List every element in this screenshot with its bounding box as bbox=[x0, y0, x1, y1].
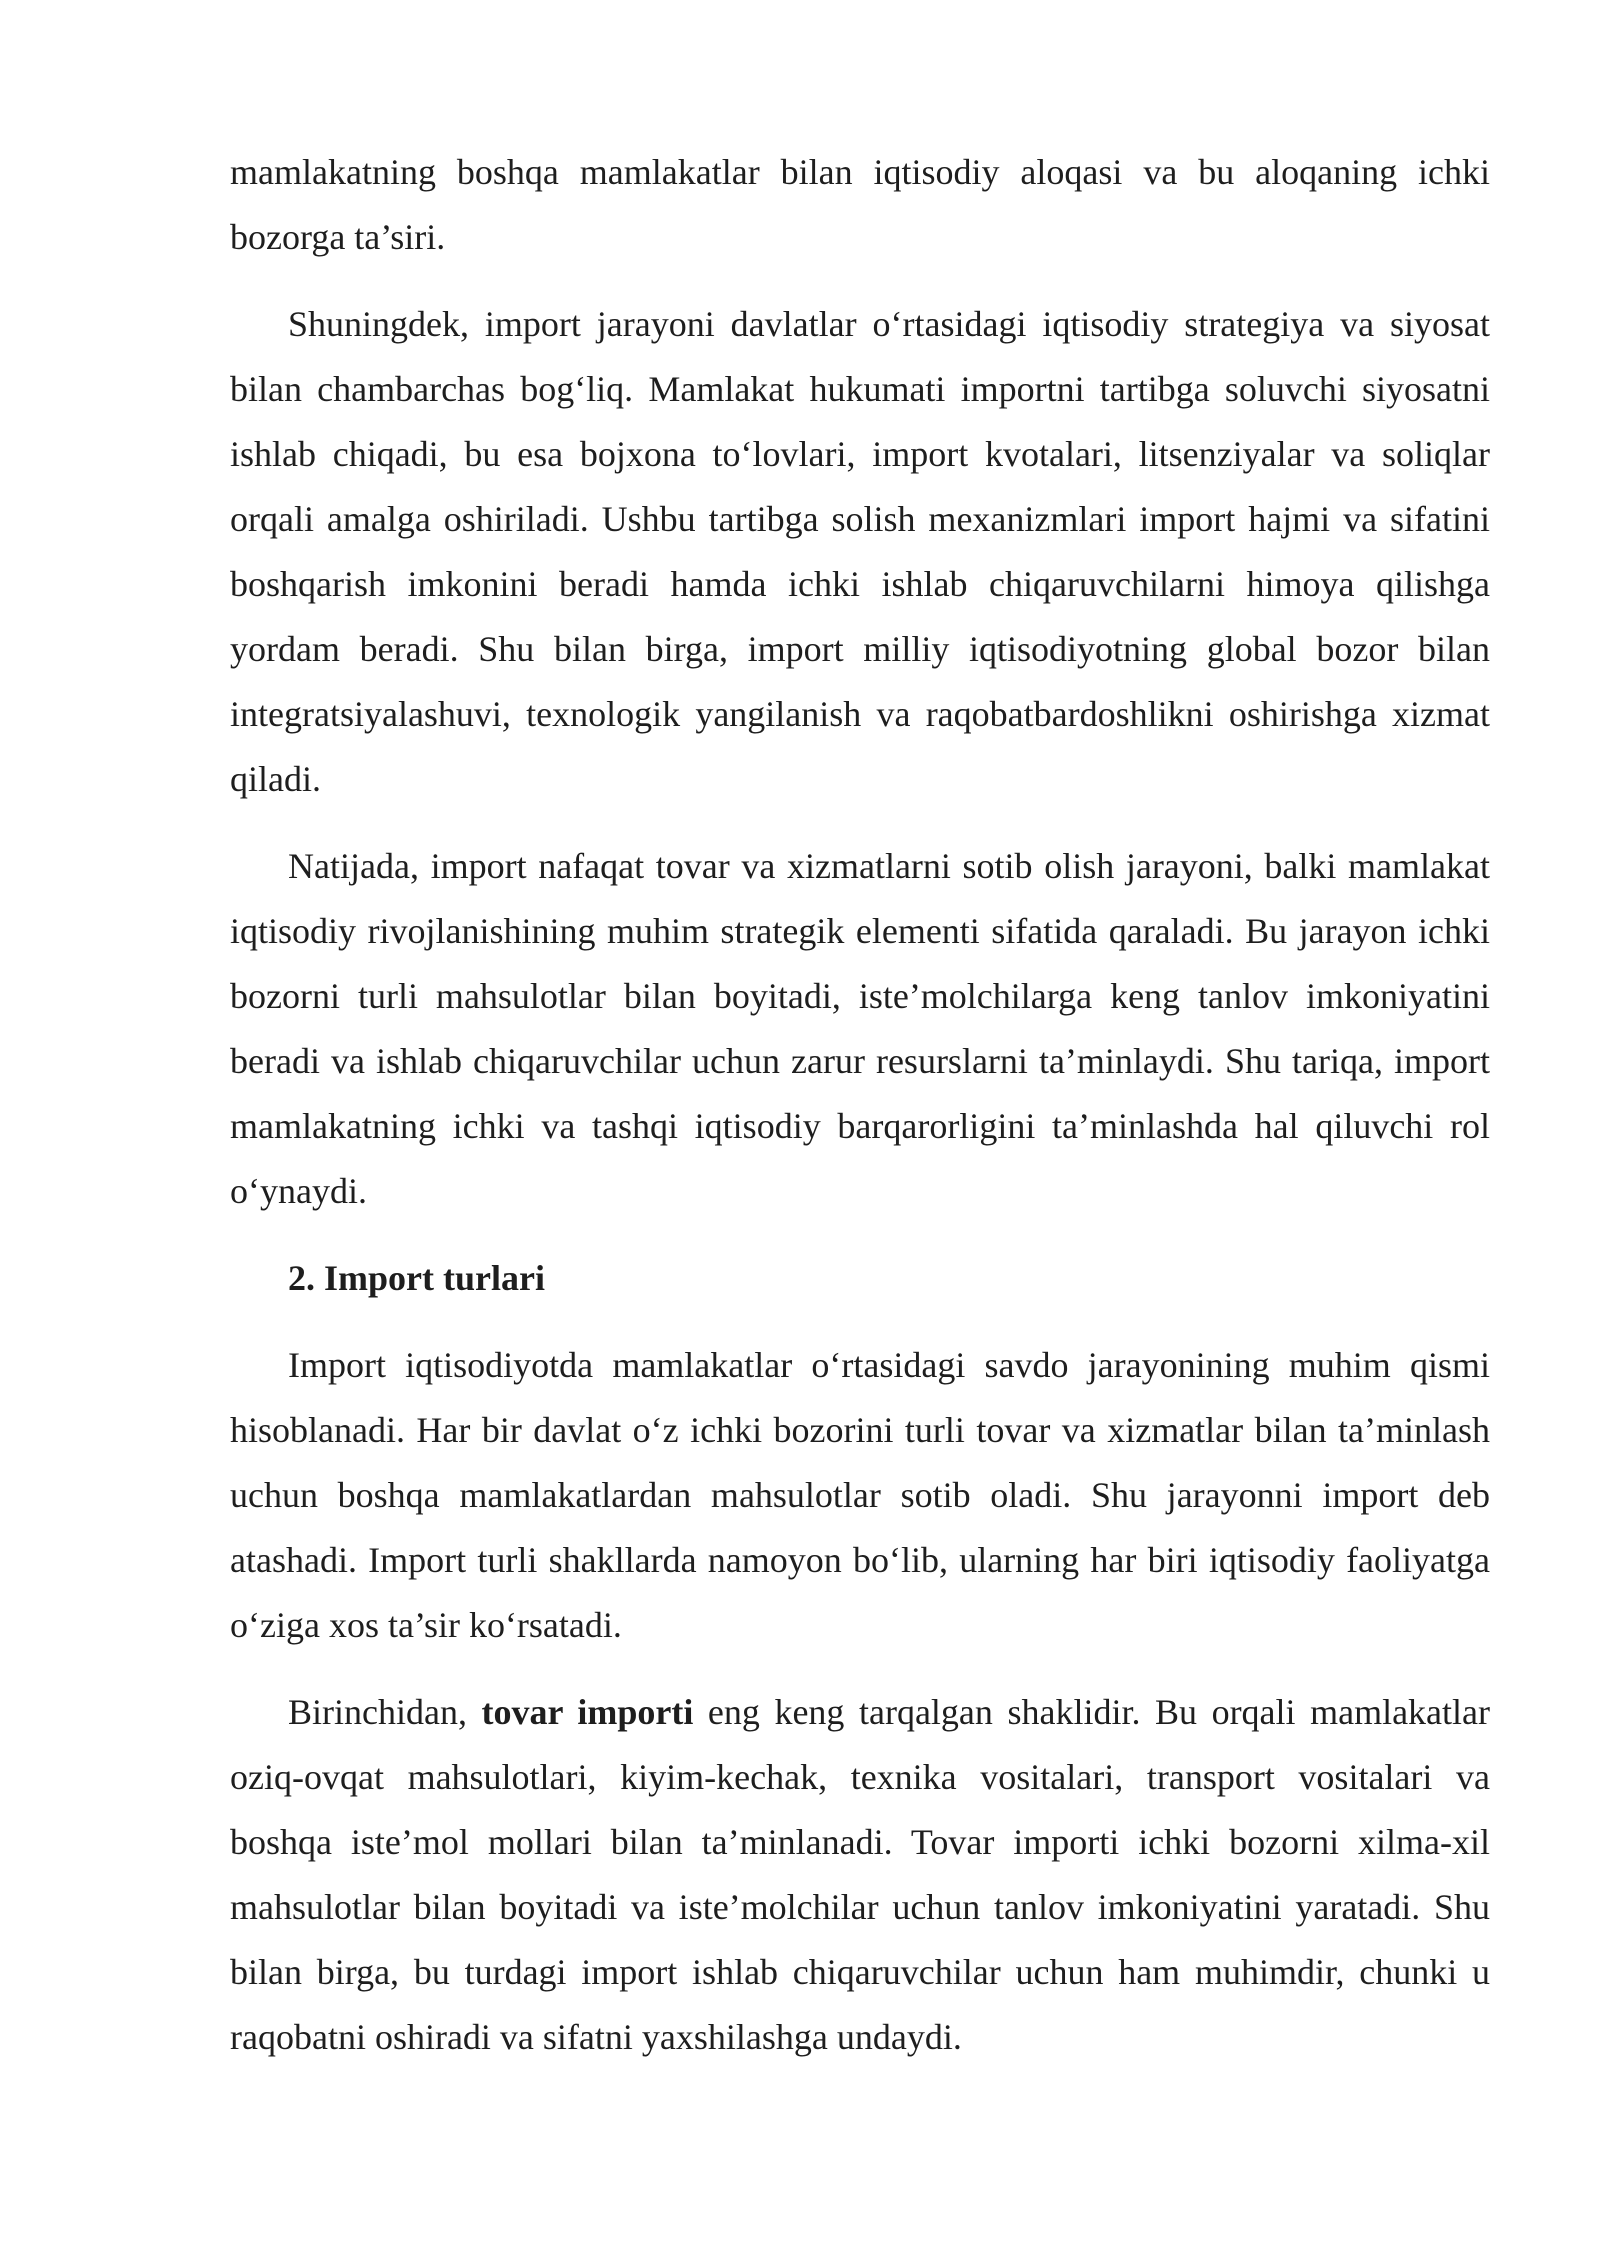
paragraph-conclusion: Natijada, import nafaqat tovar va xizmatlarni sotib olish jarayoni, balki mamlakat iqtisodiy rivojlanishining muhim strategik elementi sifatida qaraladi. Bu jarayon ichki bozorni turli mahsulotlar bilan boyitadi, iste’molchilarga keng tanlov imkoniyatini beradi va ishlab chiqaruvchilar uchun zarur resurslarni ta’minlaydi. Shu tariqa, import mamlakatning ichki va tashqi iqtisodiy barqarorligini ta’minlashda hal qiluvchi rol o‘ynaydi. bbox=[230, 846, 1490, 1211]
paragraph-section-intro: Import iqtisodiyotda mamlakatlar o‘rtasidagi savdo jarayonining muhim qismi hisoblanadi. Har bir davlat o‘z ichki bozorini turli tovar va xizmatlar bilan ta’minlash uchun boshqa mamlakatlardan mahsulotlar sotib oladi. Shu jarayonni import deb atashadi. Import turli shakllarda namoyon bo‘lib, ularning har biri iqtisodiy faoliyatga o‘ziga xos ta’sir ko‘rsatadi. bbox=[230, 1345, 1490, 1645]
section-heading: 2. Import turlari bbox=[288, 1258, 545, 1298]
goods-import-prefix: Birinchidan, bbox=[288, 1692, 482, 1732]
goods-import-text: eng keng tarqalgan shaklidir. Bu orqali mamlakatlar oziq-ovqat mahsulotlari, kiyim-kechak, texnika vositalari, transport vositalari va boshqa iste’mol mollari bilan ta’minlanadi. Tovar importi ichki bozorni xilma-xil mahsulotlar bilan boyitadi va iste’molchilar uchun tanlov imkoniyatini yaratadi. Shu bilan birga, bu turdagi import ishlab chiqaruvchilar uchun ham muhimdir, chunki u raqobatni oshiradi va sifatni yaxshilashga undaydi. bbox=[230, 1692, 1491, 2057]
paragraph-continued: mamlakatning boshqa mamlakatlar bilan iqtisodiy aloqasi va bu aloqaning ichki bozorga ta’siri. bbox=[230, 152, 1490, 257]
goods-import-term: tovar importi bbox=[481, 1692, 694, 1732]
paragraph-goods-import bbox=[230, 1680, 1490, 2070]
paragraph-import-policy: Shuningdek, import jarayoni davlatlar o‘rtasidagi iqtisodiy strategiya va siyosat bilan chambarchas bog‘liq. Mamlakat hukumati importni tartibga soluvchi siyosatni ishlab chiqadi, bu esa bojxona to‘lovlari, import kvotalari, litsenziyalar va soliqlar orqali amalga oshiriladi. Ushbu tartibga solish mexanizmlari import hajmi va sifatini boshqarish imkonini beradi hamda ichki ishlab chiqaruvchilarni himoya qilishga yordam beradi. Shu bilan birga, import milliy iqtisodiyotning global bozor bilan integratsiyalashuvi, texnologik yangilanish va raqobatbardoshlikni oshirishga xizmat qiladi. bbox=[230, 304, 1490, 799]
document-page bbox=[230, 140, 1490, 2092]
